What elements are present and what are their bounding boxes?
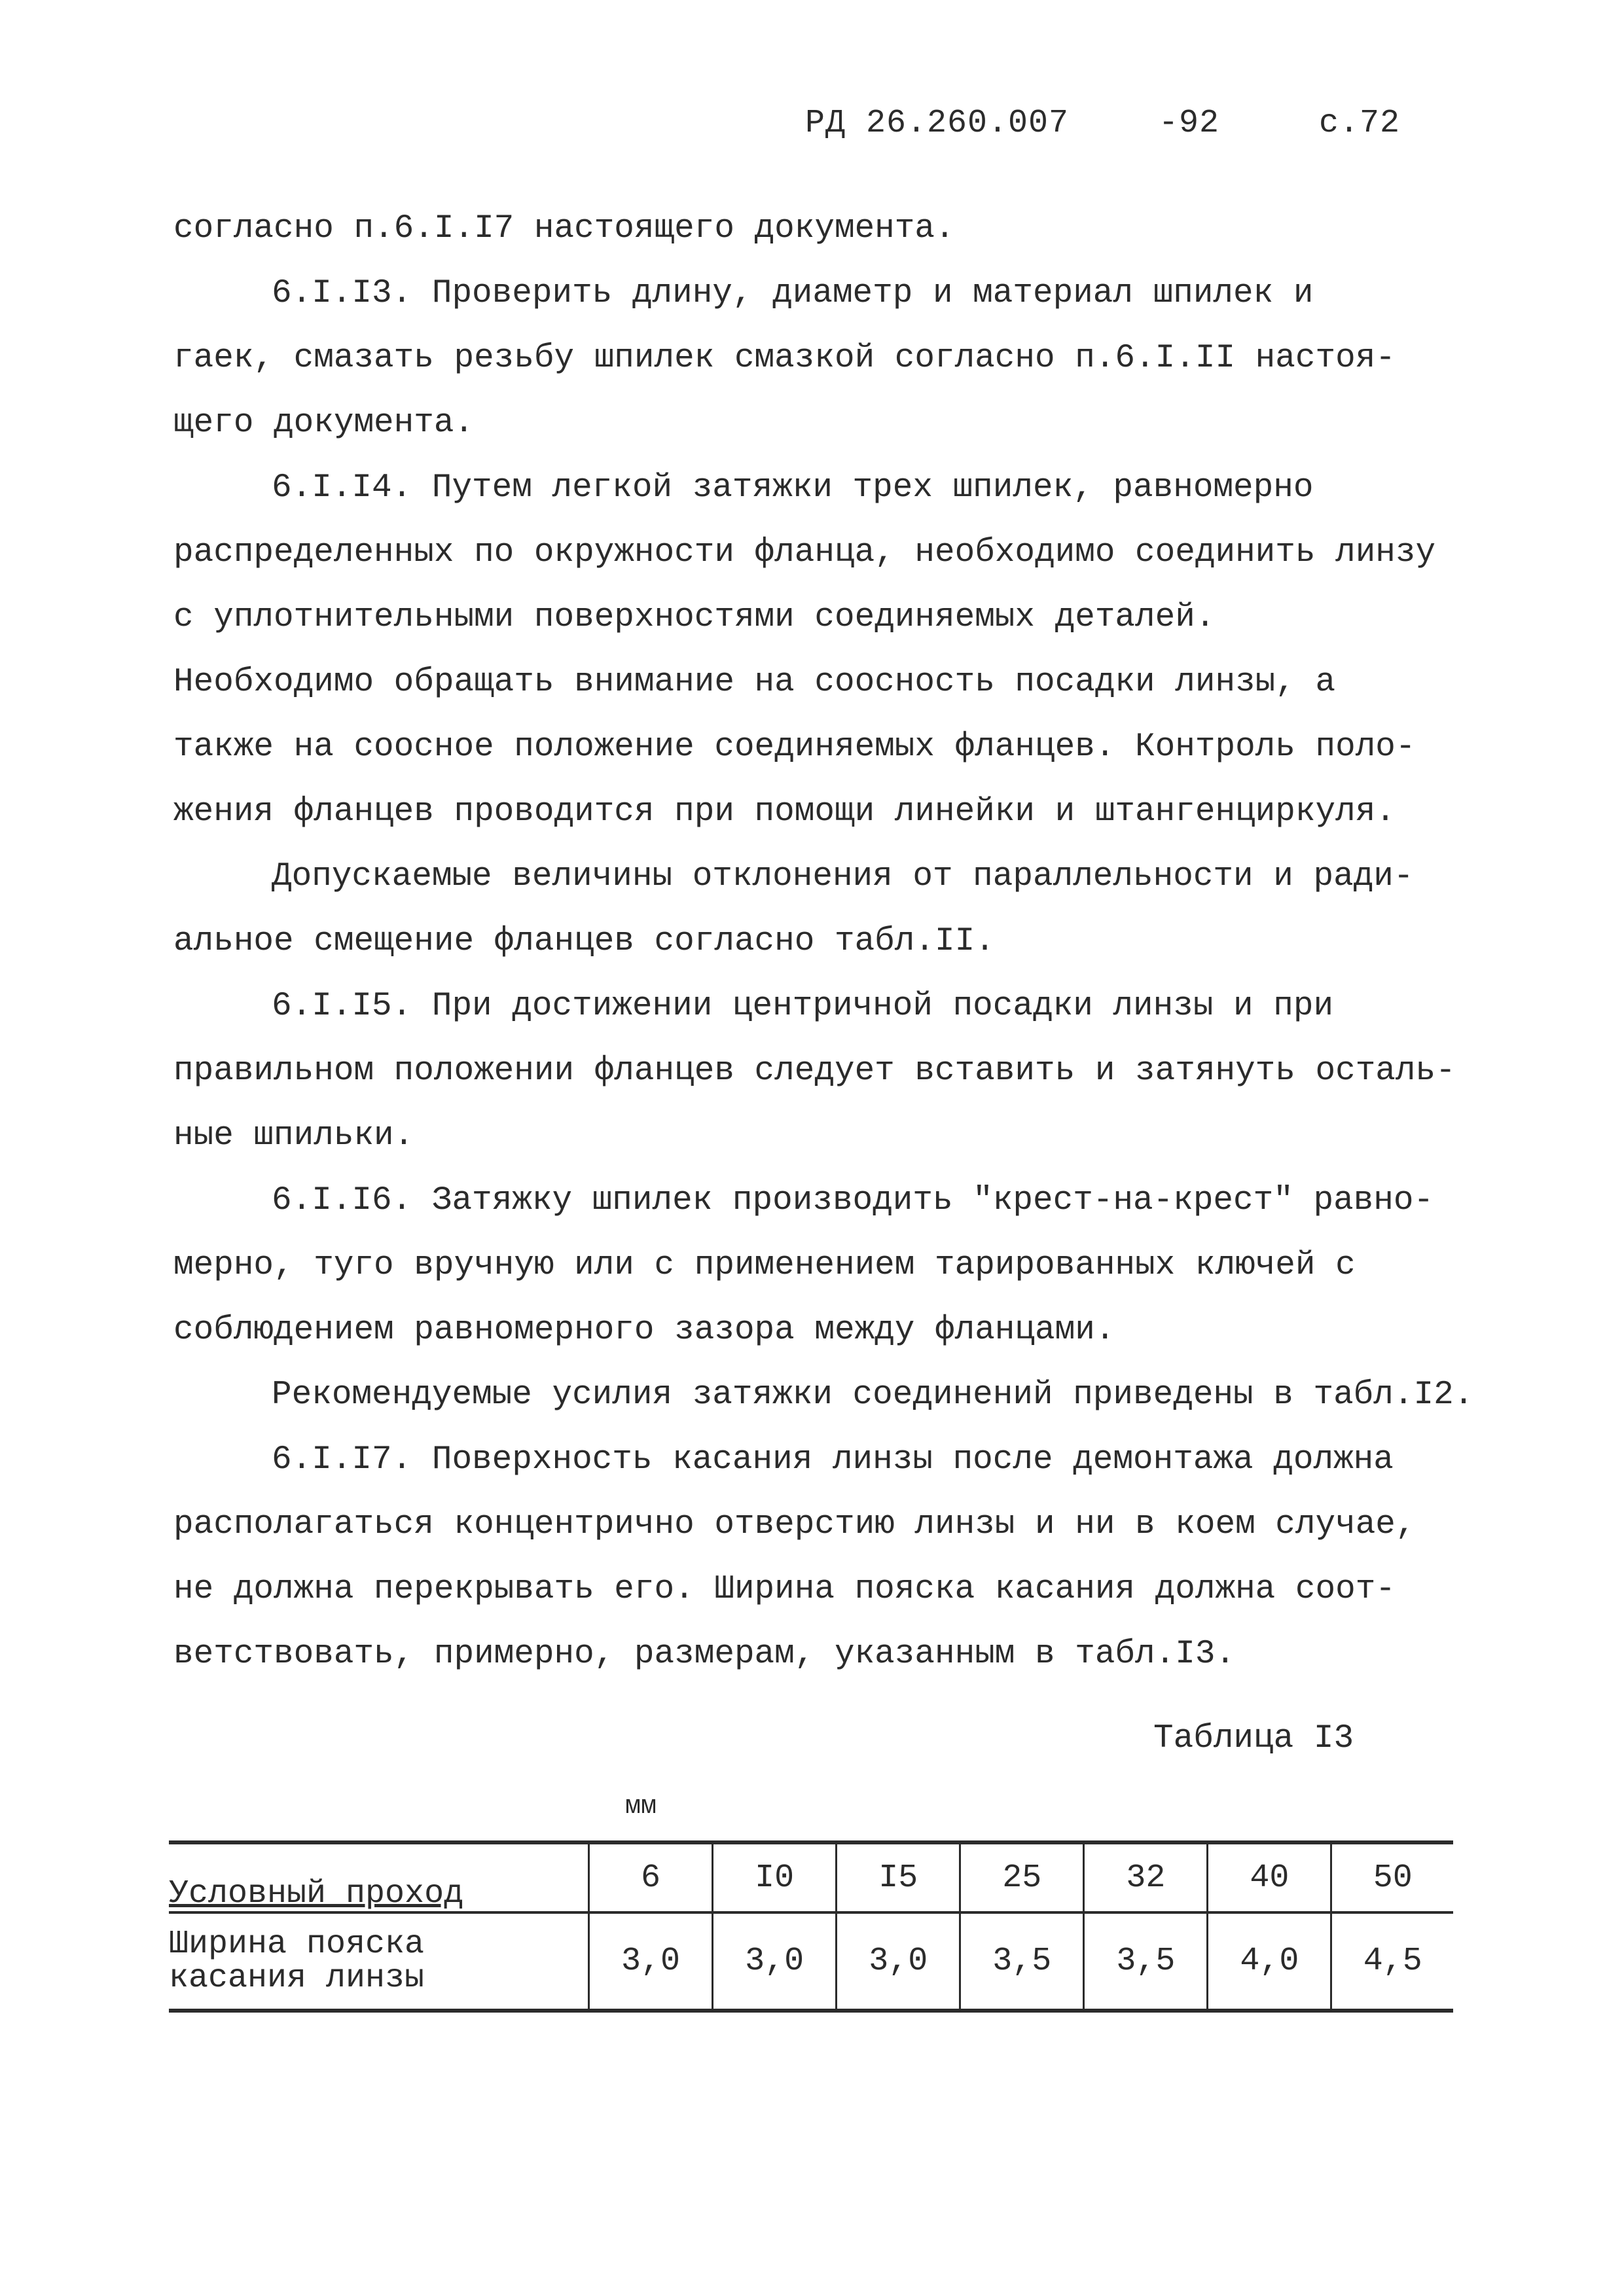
paragraph-line: Рекомендуемые усилия затяжки соединений приведены в табл.I2. — [272, 1376, 1474, 1414]
table-cell: 3,5 — [960, 1912, 1084, 2011]
page-header — [805, 105, 1400, 142]
table-cell: 3,0 — [713, 1912, 837, 2011]
paragraph-line: 6.I.I4. Путем легкой затяжки трех шпилек, равномерно — [272, 469, 1314, 507]
paragraph-line: согласно п.6.I.I7 настоящего документа. — [173, 210, 955, 247]
table-cell: 4,5 — [1331, 1912, 1453, 2011]
table-cell: 3,5 — [1084, 1912, 1208, 2011]
paragraph-line: 6.I.I7. Поверхность касания линзы после демонтажа должна — [272, 1441, 1394, 1479]
table-header-cell: 25 — [960, 1842, 1084, 1912]
table-caption: Таблица I3 — [1153, 1720, 1354, 1757]
table-header-cell: I0 — [713, 1842, 837, 1912]
table-row — [169, 1912, 1453, 2011]
table-cell: 3,0 — [589, 1912, 713, 2011]
document-code: РД 26.260.007 — [805, 105, 1070, 142]
table-cell: 3,0 — [837, 1912, 960, 2011]
body-text — [173, 196, 1496, 1687]
paragraph-line: 6.I.I6. Затяжку шпилек производить "крест-на-крест" равно- — [272, 1182, 1434, 1219]
paragraph-line: мерно, туго вручную или с применением тарированных ключей с — [173, 1247, 1356, 1284]
paragraph-line: соблюдением равномерного зазора между фланцами. — [173, 1312, 1115, 1349]
nominal-bore-label: Условный проход — [169, 1842, 589, 1912]
paragraph-line: правильном положении фланцев следует вставить и затянуть осталь- — [173, 1052, 1456, 1090]
lens-contact-width-table — [169, 1840, 1453, 2013]
paragraph-line: располагаться концентрично отверстию линзы и ни в коем случае, — [173, 1506, 1416, 1543]
paragraph-line: распределенных по окружности фланца, необходимо соединить линзу — [173, 534, 1436, 571]
paragraph-line: гаек, смазать резьбу шпилек смазкой согласно п.6.I.II настоя- — [173, 340, 1396, 377]
table-header-row — [169, 1842, 1453, 1912]
table-header-cell: 40 — [1208, 1842, 1331, 1912]
paragraph-line: щего документа. — [173, 404, 475, 442]
paragraph-line: также на соосное положение соединяемых фланцев. Контроль поло- — [173, 728, 1416, 766]
table-header-cell: 32 — [1084, 1842, 1208, 1912]
table-header-cell: 6 — [589, 1842, 713, 1912]
paragraph-line: 6.I.I5. При достижении центричной посадки линзы и при — [272, 988, 1334, 1025]
contact-width-label: Ширина пояска касания линзы — [169, 1912, 589, 2011]
paragraph-line: 6.I.I3. Проверить длину, диаметр и материал шпилек и — [272, 275, 1314, 312]
paragraph-line: альное смещение фланцев согласно табл.II. — [173, 923, 995, 960]
paragraph-line: не должна перекрывать его. Ширина пояска касания должна соот- — [173, 1571, 1396, 1608]
paragraph-line: ные шпильки. — [173, 1117, 414, 1155]
table-cell: 4,0 — [1208, 1912, 1331, 2011]
sheet-number: с.72 — [1319, 105, 1401, 142]
table-unit: мм — [625, 1792, 657, 1821]
paragraph-line: с уплотнительными поверхностями соединяемых деталей. — [173, 599, 1216, 636]
paragraph-line: ветствовать, примерно, размерам, указанным в табл.I3. — [173, 1636, 1236, 1673]
table-header-cell: 50 — [1331, 1842, 1453, 1912]
document-page-number: -92 — [1159, 105, 1220, 142]
paragraph-line: жения фланцев проводится при помощи линейки и штангенциркуля. — [173, 793, 1396, 831]
paragraph-line: Допускаемые величины отклонения от параллельности и ради- — [272, 858, 1414, 895]
table-header-cell: I5 — [837, 1842, 960, 1912]
paragraph-line: Необходимо обращать внимание на соосность посадки линзы, а — [173, 664, 1336, 701]
